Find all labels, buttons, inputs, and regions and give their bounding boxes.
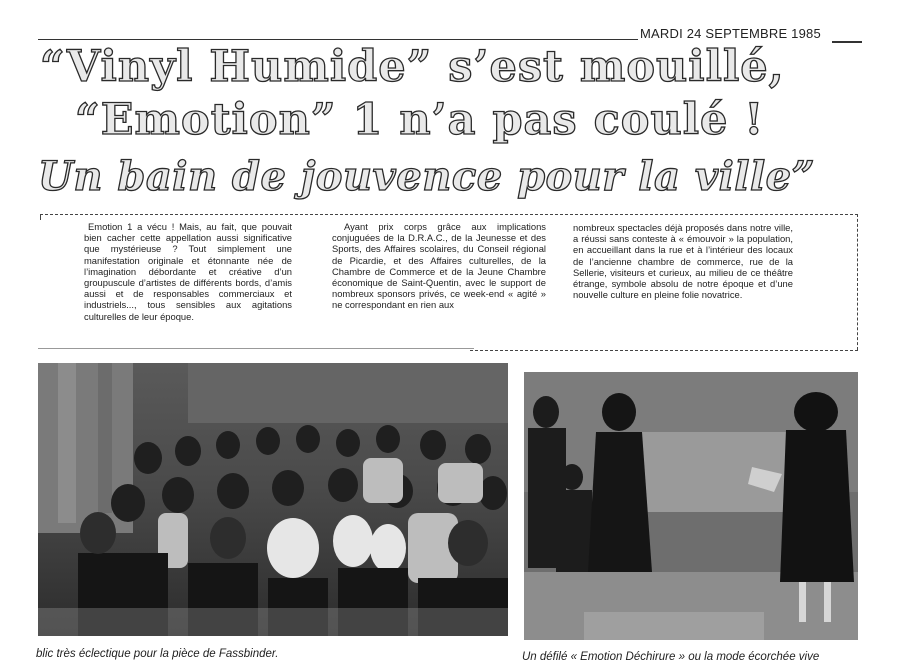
- audience-photo-caption: blic très éclectique pour la pièce de Fassbinder.: [36, 648, 279, 660]
- article-column-3: nombreux spectacles déjà proposés dans notre ville, a réussi sans conteste à « émouvoir » la population, en accueillant dans la rue et à l’intérieur des locaux de l’ancienne chambre de commerce, rue de la Sellerie, visiteurs et curieux, au milieu de ce théâtre étrange, symbole absolu de notre époque et d’une nouvelle culture en pleine folie novatrice.: [573, 222, 793, 301]
- article-frame-top: [40, 214, 858, 215]
- article-frame-right: [857, 214, 858, 350]
- audience-photo-image: [38, 363, 508, 636]
- headline-line-1: “Vinyl Humide” s’est mouillé,: [40, 42, 785, 92]
- audience-photo: [38, 363, 508, 636]
- fashion-show-photo-image: [524, 372, 858, 640]
- headline-line-2: “Emotion” 1 n’a pas coulé !: [75, 95, 765, 145]
- article-column-1: Emotion 1 a vécu ! Mais, au fait, que pouvait bien cacher cette appellation aussi significative que mystérieuse ? Tout simplement une manifestation originale et étonnante née de l’imagination débordante et créative d’un groupuscule d’artistes de différents bords, d’amis aussi et de responsables commerciaux et industriels..., tous sensibles aux agitations culturelles de leur époque.: [84, 221, 292, 322]
- header-rule: [38, 39, 638, 40]
- article-column-2: Ayant prix corps grâce aux implications conjuguées de la D.R.A.C., de la Jeunesse et des Sports, des Affaires scolaires, du Conseil régional de Picardie, et des Affaires culturelles, de la Chambre de Commerce et de la Jeune Chambre économique de Saint-Quentin, avec le support de nombreux sponsors privés, ce week-end « agité » ne correspondant en rien aux: [332, 221, 546, 311]
- header-rule-end: [832, 41, 862, 43]
- fashion-show-photo-caption: Un défilé « Emotion Déchirure » ou la mode écorchée vive: [522, 651, 820, 663]
- fashion-show-photo: [524, 372, 858, 640]
- article-frame-left: [40, 214, 41, 220]
- headline-subtitle: Un bain de jouvence pour la ville”: [38, 153, 816, 200]
- article-separator: [38, 348, 474, 349]
- publication-date: MARDI 24 SEPTEMBRE 1985: [640, 26, 821, 41]
- article-frame-bottom: [470, 350, 858, 351]
